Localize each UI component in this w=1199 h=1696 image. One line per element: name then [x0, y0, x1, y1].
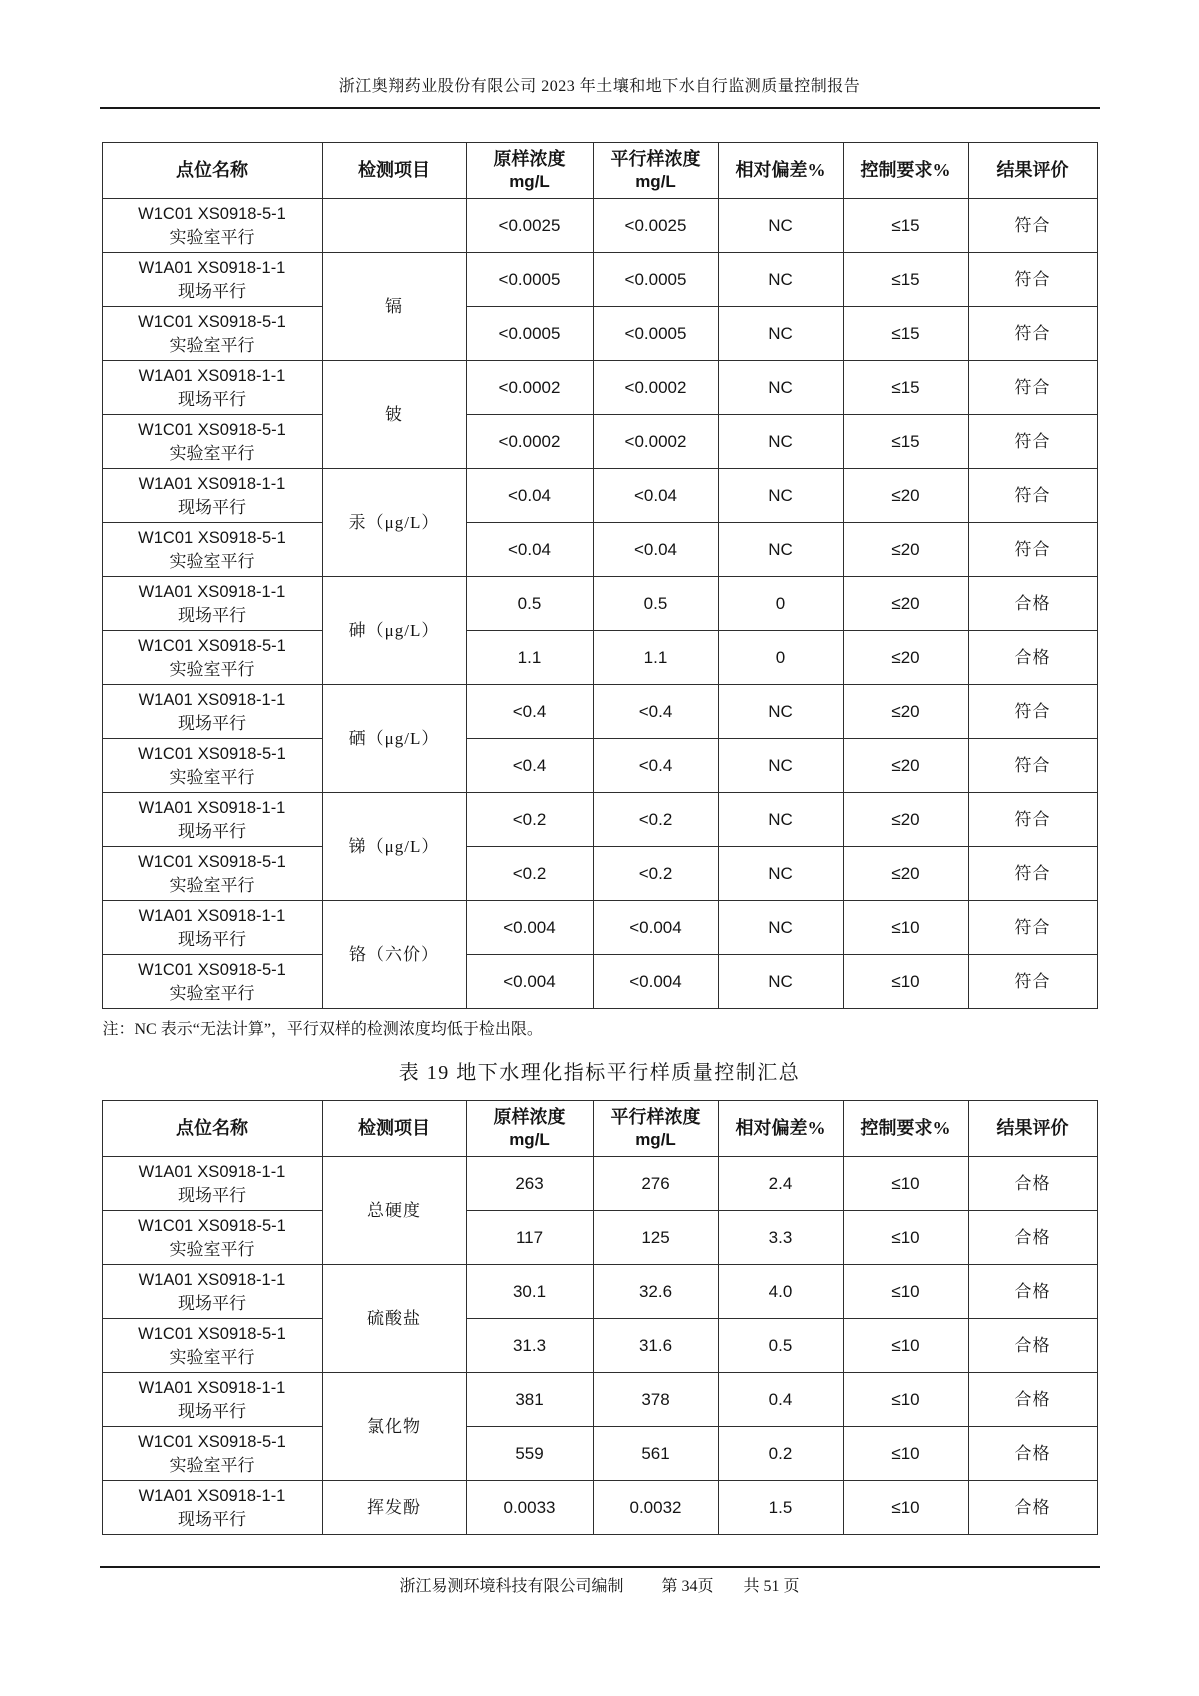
original-concentration-cell: <0.0025 [466, 199, 593, 253]
original-concentration-cell: <0.4 [466, 685, 593, 739]
original-concentration-cell: <0.04 [466, 523, 593, 577]
column-header-item: 检测项目 [322, 1101, 466, 1157]
site-name-cell [102, 685, 322, 739]
control-requirement-cell: ≤15 [843, 253, 968, 307]
site-code: W1A01 XS0918-1-1 [138, 1162, 286, 1181]
relative-deviation-cell: 0.4 [718, 1373, 843, 1427]
site-name-cell [102, 1319, 322, 1373]
column-header-original-concentration [466, 1101, 593, 1157]
result-evaluation-cell: 合格 [968, 1427, 1097, 1481]
site-sample-type: 现场平行 [178, 1293, 246, 1313]
control-requirement-cell: ≤10 [843, 955, 968, 1009]
site-name-cell [102, 631, 322, 685]
test-item-cell: 汞（μg/L） [322, 469, 466, 577]
site-name-cell [102, 469, 322, 523]
control-requirement-cell: ≤20 [843, 847, 968, 901]
result-evaluation-cell: 符合 [968, 253, 1097, 307]
control-requirement-cell: ≤10 [843, 1265, 968, 1319]
site-code: W1C01 XS0918-5-1 [138, 420, 286, 439]
result-evaluation-cell: 合格 [968, 1157, 1097, 1211]
table-row [102, 361, 1097, 415]
site-name-cell [102, 1265, 322, 1319]
relative-deviation-cell: NC [718, 415, 843, 469]
original-concentration-cell: 0.0033 [466, 1481, 593, 1535]
result-evaluation-cell: 合格 [968, 1373, 1097, 1427]
original-concentration-cell: 263 [466, 1157, 593, 1211]
parallel-concentration-cell: 125 [593, 1211, 718, 1265]
parallel-concentration-cell: 0.5 [593, 577, 718, 631]
site-sample-type: 实验室平行 [169, 227, 255, 247]
column-header-relative-deviation: 相对偏差% [718, 143, 843, 199]
site-sample-type: 实验室平行 [169, 767, 255, 787]
site-sample-type: 现场平行 [178, 389, 246, 409]
original-concentration-cell: 1.1 [466, 631, 593, 685]
site-code: W1A01 XS0918-1-1 [138, 798, 286, 817]
table-row [102, 901, 1097, 955]
relative-deviation-cell: NC [718, 469, 843, 523]
site-code: W1A01 XS0918-1-1 [138, 1378, 286, 1397]
table-row [102, 847, 1097, 901]
site-code: W1A01 XS0918-1-1 [138, 690, 286, 709]
control-requirement-cell: ≤15 [843, 199, 968, 253]
control-requirement-cell: ≤10 [843, 1211, 968, 1265]
result-evaluation-cell: 符合 [968, 955, 1097, 1009]
result-evaluation-cell: 符合 [968, 847, 1097, 901]
site-name-cell [102, 415, 322, 469]
site-sample-type: 现场平行 [178, 1401, 246, 1421]
control-requirement-cell: ≤20 [843, 523, 968, 577]
site-sample-type: 实验室平行 [169, 983, 255, 1003]
site-name-cell [102, 1211, 322, 1265]
table-row [102, 307, 1097, 361]
result-evaluation-cell: 符合 [968, 523, 1097, 577]
test-item-cell: 锑（μg/L） [322, 793, 466, 901]
test-item-cell: 铍 [322, 361, 466, 469]
original-concentration-cell: 0.5 [466, 577, 593, 631]
site-name-cell [102, 847, 322, 901]
site-sample-type: 实验室平行 [169, 1239, 255, 1259]
site-code: W1C01 XS0918-5-1 [138, 312, 286, 331]
relative-deviation-cell: 0.2 [718, 1427, 843, 1481]
result-evaluation-cell: 符合 [968, 685, 1097, 739]
control-requirement-cell: ≤20 [843, 739, 968, 793]
site-name-cell [102, 901, 322, 955]
parallel-concentration-cell: <0.0005 [593, 253, 718, 307]
control-requirement-cell: ≤10 [843, 1373, 968, 1427]
site-code: W1C01 XS0918-5-1 [138, 528, 286, 547]
original-concentration-cell: <0.0005 [466, 307, 593, 361]
control-requirement-cell: ≤20 [843, 793, 968, 847]
relative-deviation-cell: 2.4 [718, 1157, 843, 1211]
site-code: W1C01 XS0918-5-1 [138, 852, 286, 871]
site-name-cell [102, 307, 322, 361]
relative-deviation-cell: NC [718, 253, 843, 307]
result-evaluation-cell: 符合 [968, 739, 1097, 793]
site-sample-type: 现场平行 [178, 821, 246, 841]
site-name-cell [102, 199, 322, 253]
table-row [102, 1157, 1097, 1211]
control-requirement-cell: ≤15 [843, 307, 968, 361]
parallel-concentration-cell: 32.6 [593, 1265, 718, 1319]
test-item-cell: 铬（六价） [322, 901, 466, 1009]
original-concentration-cell: <0.0002 [466, 361, 593, 415]
site-name-cell [102, 577, 322, 631]
parallel-concentration-cell: <0.0002 [593, 361, 718, 415]
footer-company: 浙江易测环境科技有限公司编制 [399, 1578, 624, 1595]
parallel-concentration-cell: <0.004 [593, 901, 718, 955]
column-header-result-evaluation: 结果评价 [968, 143, 1097, 199]
site-sample-type: 实验室平行 [169, 875, 255, 895]
result-evaluation-cell: 符合 [968, 361, 1097, 415]
site-sample-type: 实验室平行 [169, 551, 255, 571]
result-evaluation-cell: 合格 [968, 1319, 1097, 1373]
site-name-cell [102, 1427, 322, 1481]
result-evaluation-cell: 符合 [968, 901, 1097, 955]
parallel-concentration-cell: <0.4 [593, 739, 718, 793]
parallel-concentration-cell: 1.1 [593, 631, 718, 685]
original-concentration-cell: <0.004 [466, 955, 593, 1009]
site-name-cell [102, 253, 322, 307]
column-header-original-unit: mg/L [509, 1130, 550, 1149]
site-code: W1C01 XS0918-5-1 [138, 1216, 286, 1235]
original-concentration-cell: <0.2 [466, 847, 593, 901]
table-row [102, 1265, 1097, 1319]
column-header-parallel-label: 平行样浓度 [610, 149, 701, 169]
table-row [102, 955, 1097, 1009]
result-evaluation-cell: 合格 [968, 1265, 1097, 1319]
table-header-row [102, 143, 1097, 199]
site-sample-type: 现场平行 [178, 497, 246, 517]
test-item-cell: 镉 [322, 253, 466, 361]
result-evaluation-cell: 合格 [968, 1481, 1097, 1535]
relative-deviation-cell: NC [718, 685, 843, 739]
site-code: W1C01 XS0918-5-1 [138, 744, 286, 763]
parallel-concentration-cell: <0.0025 [593, 199, 718, 253]
result-evaluation-cell: 符合 [968, 469, 1097, 523]
footer-page-number: 第 34页 [661, 1578, 714, 1595]
test-item-cell: 氯化物 [322, 1373, 466, 1481]
physchem-parallel-qc-table [102, 1100, 1098, 1535]
site-name-cell [102, 955, 322, 1009]
original-concentration-cell: 381 [466, 1373, 593, 1427]
parallel-concentration-cell: <0.0005 [593, 307, 718, 361]
document-header-title: 浙江奥翔药业股份有限公司 2023 年土壤和地下水自行监测质量控制报告 [338, 78, 861, 95]
table-row [102, 1319, 1097, 1373]
parallel-concentration-cell: <0.2 [593, 793, 718, 847]
site-name-cell [102, 793, 322, 847]
control-requirement-cell: ≤10 [843, 901, 968, 955]
relative-deviation-cell: NC [718, 739, 843, 793]
site-name-cell [102, 1481, 322, 1535]
parallel-concentration-cell: 31.6 [593, 1319, 718, 1373]
footer-text [100, 1576, 1100, 1598]
table-row [102, 1211, 1097, 1265]
site-name-cell [102, 523, 322, 577]
site-name-cell [102, 1157, 322, 1211]
column-header-item: 检测项目 [322, 143, 466, 199]
relative-deviation-cell: 0 [718, 631, 843, 685]
control-requirement-cell: ≤10 [843, 1427, 968, 1481]
control-requirement-cell: ≤15 [843, 361, 968, 415]
site-name-cell [102, 1373, 322, 1427]
test-item-cell: 挥发酚 [322, 1481, 466, 1535]
relative-deviation-cell: NC [718, 199, 843, 253]
original-concentration-cell: <0.004 [466, 901, 593, 955]
table-row [102, 253, 1097, 307]
parallel-concentration-cell: 0.0032 [593, 1481, 718, 1535]
result-evaluation-cell: 符合 [968, 199, 1097, 253]
relative-deviation-cell: NC [718, 361, 843, 415]
parallel-concentration-cell: <0.004 [593, 955, 718, 1009]
site-sample-type: 实验室平行 [169, 1347, 255, 1367]
control-requirement-cell: ≤10 [843, 1157, 968, 1211]
site-name-cell [102, 361, 322, 415]
site-sample-type: 实验室平行 [169, 335, 255, 355]
parallel-concentration-cell: <0.2 [593, 847, 718, 901]
parallel-concentration-cell: <0.04 [593, 469, 718, 523]
relative-deviation-cell: NC [718, 847, 843, 901]
site-sample-type: 实验室平行 [169, 443, 255, 463]
site-code: W1A01 XS0918-1-1 [138, 366, 286, 385]
column-header-parallel-unit: mg/L [635, 1130, 676, 1149]
site-sample-type: 实验室平行 [169, 659, 255, 679]
original-concentration-cell: <0.0005 [466, 253, 593, 307]
site-sample-type: 实验室平行 [169, 1455, 255, 1475]
column-header-control-requirement: 控制要求% [843, 143, 968, 199]
site-code: W1A01 XS0918-1-1 [138, 906, 286, 925]
column-header-original-concentration [466, 143, 593, 199]
column-header-site: 点位名称 [102, 1101, 322, 1157]
result-evaluation-cell: 符合 [968, 415, 1097, 469]
test-item-cell: 硒（μg/L） [322, 685, 466, 793]
report-page [100, 0, 1100, 1598]
relative-deviation-cell: 4.0 [718, 1265, 843, 1319]
table-row [102, 415, 1097, 469]
original-concentration-cell: 31.3 [466, 1319, 593, 1373]
site-code: W1A01 XS0918-1-1 [138, 1486, 286, 1505]
control-requirement-cell: ≤20 [843, 469, 968, 523]
site-name-cell [102, 739, 322, 793]
column-header-parallel-concentration [593, 1101, 718, 1157]
table-row [102, 469, 1097, 523]
table-row [102, 577, 1097, 631]
metals-parallel-qc-table [102, 142, 1098, 1009]
result-evaluation-cell: 符合 [968, 307, 1097, 361]
column-header-original-label: 原样浓度 [493, 1107, 566, 1127]
test-item-cell [322, 199, 466, 253]
parallel-concentration-cell: <0.04 [593, 523, 718, 577]
site-sample-type: 现场平行 [178, 713, 246, 733]
footer-page-total: 共 51 页 [743, 1578, 800, 1595]
table-row [102, 523, 1097, 577]
relative-deviation-cell: 0.5 [718, 1319, 843, 1373]
footer-divider [100, 1566, 1100, 1568]
control-requirement-cell: ≤20 [843, 685, 968, 739]
test-item-cell: 总硬度 [322, 1157, 466, 1265]
column-header-result-evaluation: 结果评价 [968, 1101, 1097, 1157]
site-code: W1A01 XS0918-1-1 [138, 474, 286, 493]
site-code: W1C01 XS0918-5-1 [138, 1432, 286, 1451]
site-sample-type: 现场平行 [178, 1185, 246, 1205]
control-requirement-cell: ≤15 [843, 415, 968, 469]
table-row [102, 793, 1097, 847]
column-header-site: 点位名称 [102, 143, 322, 199]
relative-deviation-cell: NC [718, 901, 843, 955]
table-row [102, 1373, 1097, 1427]
original-concentration-cell: <0.4 [466, 739, 593, 793]
site-code: W1C01 XS0918-5-1 [138, 960, 286, 979]
site-code: W1A01 XS0918-1-1 [138, 258, 286, 277]
control-requirement-cell: ≤10 [843, 1319, 968, 1373]
control-requirement-cell: ≤20 [843, 577, 968, 631]
original-concentration-cell: 30.1 [466, 1265, 593, 1319]
site-code: W1C01 XS0918-5-1 [138, 204, 286, 223]
relative-deviation-cell: 0 [718, 577, 843, 631]
parallel-concentration-cell: 276 [593, 1157, 718, 1211]
site-sample-type: 现场平行 [178, 281, 246, 301]
column-header-parallel-label: 平行样浓度 [610, 1107, 701, 1127]
original-concentration-cell: <0.0002 [466, 415, 593, 469]
result-evaluation-cell: 合格 [968, 577, 1097, 631]
column-header-original-label: 原样浓度 [493, 149, 566, 169]
original-concentration-cell: 117 [466, 1211, 593, 1265]
test-item-cell: 砷（μg/L） [322, 577, 466, 685]
result-evaluation-cell: 合格 [968, 1211, 1097, 1265]
table-row [102, 199, 1097, 253]
column-header-parallel-unit: mg/L [635, 172, 676, 191]
result-evaluation-cell: 符合 [968, 793, 1097, 847]
table-row [102, 1427, 1097, 1481]
control-requirement-cell: ≤20 [843, 631, 968, 685]
table-row [102, 1481, 1097, 1535]
site-code: W1A01 XS0918-1-1 [138, 582, 286, 601]
site-code: W1A01 XS0918-1-1 [138, 1270, 286, 1289]
site-sample-type: 现场平行 [178, 929, 246, 949]
test-item-cell: 硫酸盐 [322, 1265, 466, 1373]
site-sample-type: 现场平行 [178, 1509, 246, 1529]
relative-deviation-cell: NC [718, 793, 843, 847]
control-requirement-cell: ≤10 [843, 1481, 968, 1535]
original-concentration-cell: <0.04 [466, 469, 593, 523]
header-divider [100, 107, 1100, 109]
parallel-concentration-cell: <0.4 [593, 685, 718, 739]
site-code: W1C01 XS0918-5-1 [138, 636, 286, 655]
original-concentration-cell: <0.2 [466, 793, 593, 847]
relative-deviation-cell: 1.5 [718, 1481, 843, 1535]
table-note: 注：NC 表示“无法计算”，平行双样的检测浓度均低于检出限。 [102, 1021, 543, 1038]
column-header-control-requirement: 控制要求% [843, 1101, 968, 1157]
parallel-concentration-cell: 378 [593, 1373, 718, 1427]
result-evaluation-cell: 合格 [968, 631, 1097, 685]
parallel-concentration-cell: 561 [593, 1427, 718, 1481]
column-header-parallel-concentration [593, 143, 718, 199]
column-header-original-unit: mg/L [509, 172, 550, 191]
table-row [102, 631, 1097, 685]
relative-deviation-cell: NC [718, 955, 843, 1009]
table-row [102, 685, 1097, 739]
site-sample-type: 现场平行 [178, 605, 246, 625]
relative-deviation-cell: 3.3 [718, 1211, 843, 1265]
original-concentration-cell: 559 [466, 1427, 593, 1481]
table-row [102, 739, 1097, 793]
relative-deviation-cell: NC [718, 523, 843, 577]
parallel-concentration-cell: <0.0002 [593, 415, 718, 469]
column-header-relative-deviation: 相对偏差% [718, 1101, 843, 1157]
site-code: W1C01 XS0918-5-1 [138, 1324, 286, 1343]
table19-title: 表 19 地下水理化指标平行样质量控制汇总 [398, 1062, 801, 1084]
table-header-row [102, 1101, 1097, 1157]
relative-deviation-cell: NC [718, 307, 843, 361]
page-footer [100, 1566, 1100, 1598]
